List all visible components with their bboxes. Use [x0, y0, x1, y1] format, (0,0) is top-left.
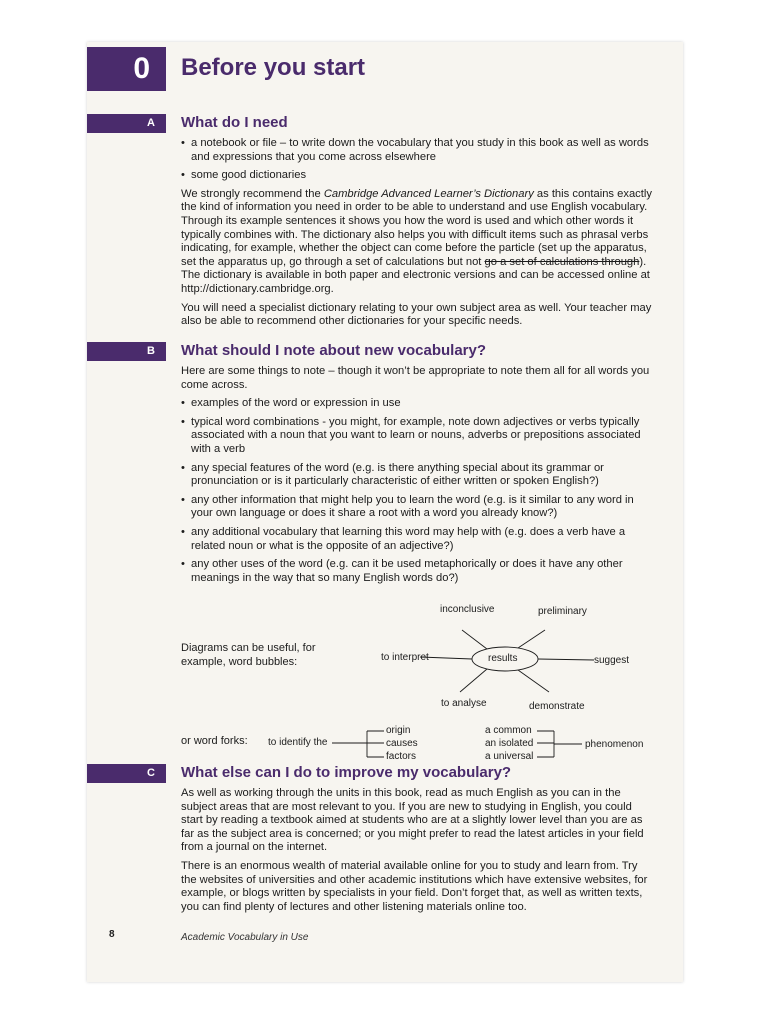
fork1-root: to identify the — [268, 737, 328, 748]
list-item: • a notebook or file – to write down the vocabulary that you study in this book as well as words and expressions that you come across elsewhere — [181, 137, 653, 164]
book-title-footer: Academic Vocabulary in Use — [181, 932, 309, 943]
fork1-branch: factors — [386, 751, 417, 762]
section-b-bullet-list — [181, 397, 653, 585]
section-b-intro: Here are some things to note – though it won’t be appropriate to note them all for all words you come across. — [181, 365, 650, 391]
list-item: • some good dictionaries — [181, 169, 653, 183]
fork2-root: phenomenon — [585, 739, 644, 750]
book-page — [87, 42, 683, 982]
section-c-heading: What else can I do to improve my vocabulary? — [181, 764, 512, 781]
struck-example: go a set of calculations through — [484, 255, 640, 268]
fork1-branch: origin — [386, 725, 411, 736]
fork2-branch: an isolated — [485, 738, 534, 749]
section-a-paragraph-1: We strongly recommend the Cambridge Advanced Learner’s Dictionary as this contains exactly the kind of information you need in order to be able to understand and use English vocabulary. Through its example sentences it shows you how the word is used and which other words it typically combines with. The dictionary also helps you with difficult items such as phrasal verbs indicating, for example, whether the object can come before the particle (set up the apparatus, set the apparatus up, go through a set of calculations but not go a set of calculations through). The dictionary is available in both paper and electronic versions and can be accessed online at http://dictionary.cambridge.org. — [181, 187, 652, 295]
bubble-word-to-analyse: to analyse — [441, 698, 487, 709]
section-c-paragraph-2: There is an enormous wealth of material available online for you to study and learn from. Try the websites of universities and other academic institutions which have extensive websites, for example, or blogs written by specialists in your field. Don’t forget that, as well as written texts, you can find plenty of lectures and other listening materials online too. — [181, 859, 648, 913]
word-forks-label: or word forks: — [181, 735, 248, 747]
section-a-bullet-list — [181, 137, 653, 183]
section-a-body — [181, 137, 653, 334]
fork2-branch: a universal — [485, 751, 534, 762]
section-c-paragraph-1: As well as working through the units in this book, read as much English as you can in the subject areas that are most relevant to you. If you are new to studying in English, you could start by reading a textbook aimed at students who are at a slightly lower level than you are as far as the subject area is concerned; or you might prefer to read the latest articles in your field from a journal on the internet. — [181, 787, 644, 854]
diagram-intro-label: Diagrams can be useful, for example, word bubbles: — [181, 642, 316, 668]
unit-title: Before you start — [181, 54, 366, 81]
list-item: • any other uses of the word (e.g. can it be used metaphorically or does it have any other meanings in the way that so many English words do?) — [181, 558, 653, 585]
section-b-body — [181, 365, 653, 590]
fork2-branch: a common — [485, 725, 532, 736]
section-a-heading: What do I need — [181, 114, 288, 131]
dictionary-title: Cambridge Advanced Learner’s Dictionary — [323, 187, 534, 200]
section-a-tab: A — [87, 114, 166, 133]
section-b-heading: What should I note about new vocabulary? — [181, 342, 487, 359]
fork1-branch: causes — [386, 738, 418, 749]
bubble-word-to-interpret: to interpret — [381, 652, 429, 663]
bubble-word-suggest: suggest — [594, 655, 630, 666]
page-number: 8 — [109, 929, 115, 940]
bubble-word-demonstrate: demonstrate — [529, 701, 585, 712]
list-item: • examples of the word or expression in use — [181, 397, 653, 411]
list-item: • any other information that might help you to learn the word (e.g. is it similar to any word in your own language or does it share a root with a word you already know?) — [181, 494, 653, 521]
bubble-center-word: results — [488, 653, 518, 664]
section-c-tab: C — [87, 764, 166, 783]
list-item: • any special features of the word (e.g. is there anything special about its grammar or pronunciation or is it particularly characteristic of either written or spoken English?) — [181, 462, 653, 489]
bubble-word-preliminary: preliminary — [538, 606, 587, 617]
section-a-paragraph-2: You will need a specialist dictionary relating to your own subject area as well. Your teacher may also be able to recommend other dictionaries for your specific needs. — [181, 301, 652, 328]
bubble-word-inconclusive: inconclusive — [440, 604, 495, 615]
section-b-tab: B — [87, 342, 166, 361]
unit-number-badge: 0 — [87, 47, 166, 91]
list-item: • any additional vocabulary that learning this word may help with (e.g. does a verb have a related noun or what is the opposite of an adjective?) — [181, 526, 653, 553]
list-item: • typical word combinations - you might, for example, note down adjectives or verbs typically associated with a noun that you want to learn or nouns, adverbs or prepositions associated with a verb — [181, 416, 653, 457]
section-c-body — [181, 787, 653, 919]
